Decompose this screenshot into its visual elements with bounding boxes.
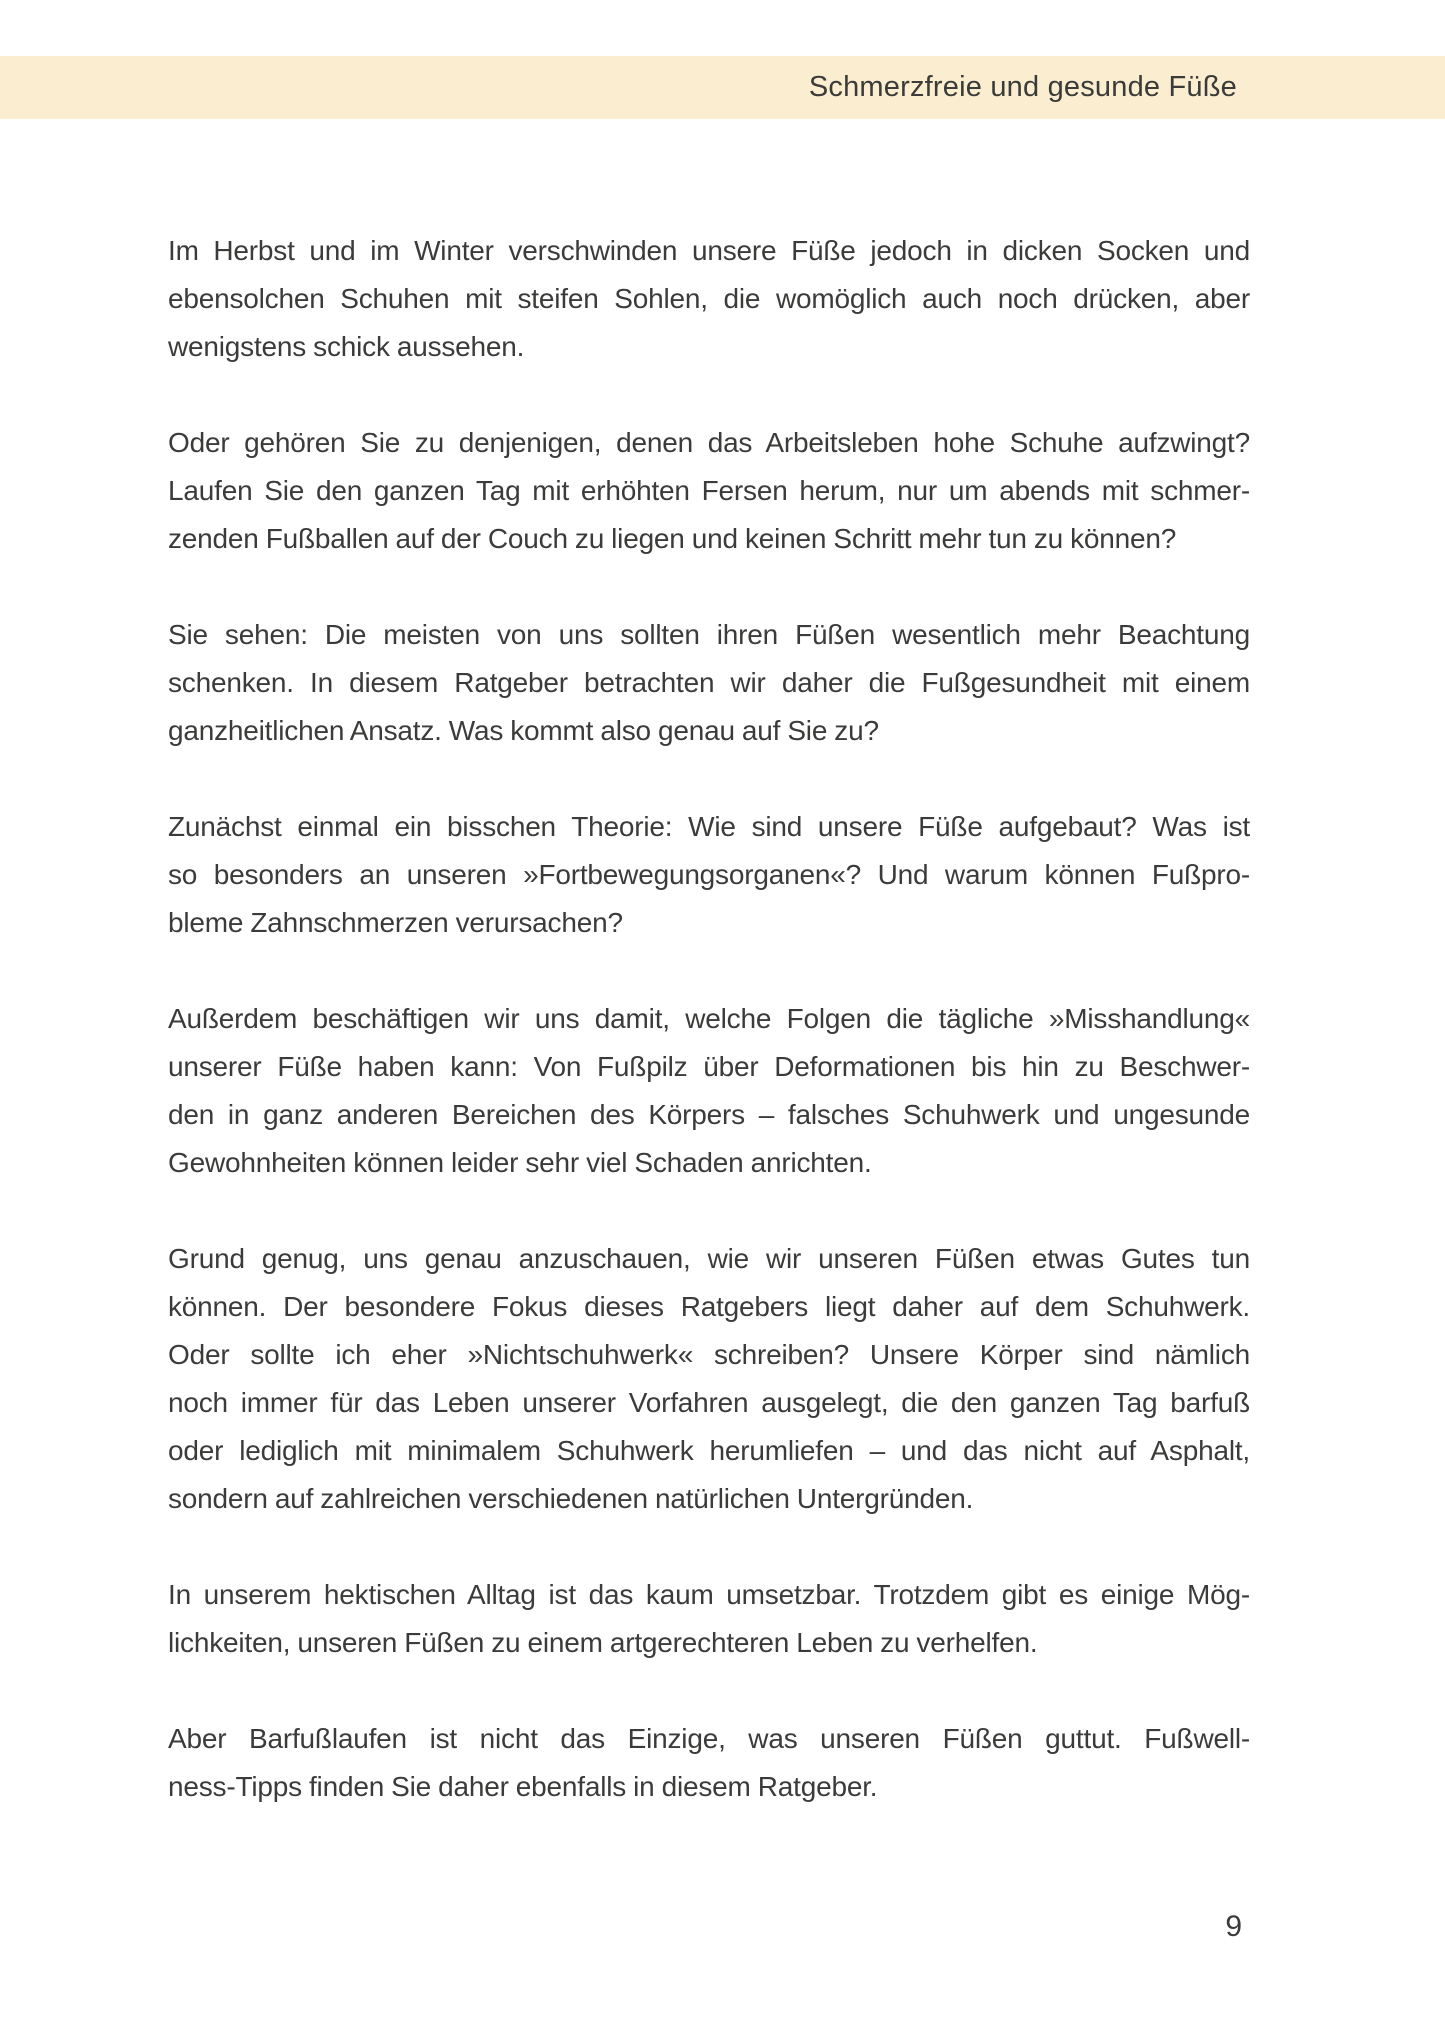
paragraph [168, 1235, 1250, 1523]
text-line: In unserem hektischen Alltag ist das kaum umsetzbar. Trotzdem gibt es einige Mög- [168, 1579, 1250, 1610]
text-line: Sie sehen: Die meisten von uns sollten ihren Füßen wesentlich mehr Beachtung [168, 619, 1250, 650]
text-line: ness-Tipps finden Sie daher ebenfalls in diesem Ratgeber. [168, 1771, 878, 1802]
text-line: den in ganz anderen Bereichen des Körpers – falsches Schuhwerk und ungesunde [168, 1099, 1250, 1130]
page-number: 9 [1225, 1910, 1242, 1943]
text-line: können. Der besondere Fokus dieses Ratgebers liegt daher auf dem Schuhwerk. [168, 1291, 1250, 1322]
text-line: Oder sollte ich eher »Nichtschuhwerk« schreiben? Unsere Körper sind nämlich [168, 1339, 1250, 1370]
text-line: sondern auf zahlreichen verschiedenen natürlichen Untergründen. [168, 1483, 974, 1514]
text-line: Grund genug, uns genau anzuschauen, wie wir unseren Füßen etwas Gutes tun [168, 1243, 1250, 1274]
text-line: bleme Zahnschmerzen verursachen? [168, 907, 623, 938]
paragraph [168, 419, 1250, 563]
text-line: Gewohnheiten können leider sehr viel Schaden anrichten. [168, 1147, 872, 1178]
paragraph [168, 611, 1250, 755]
running-header-title: Schmerzfreie und gesunde Füße [808, 71, 1237, 103]
paragraph [168, 227, 1250, 371]
text-line: ebensolchen Schuhen mit steifen Sohlen, die womöglich auch noch drücken, aber [168, 283, 1250, 314]
page-header-band [0, 56, 1445, 119]
text-line: wenigstens schick aussehen. [168, 331, 525, 362]
text-line: unserer Füße haben kann: Von Fußpilz über Deformationen bis hin zu Beschwer- [168, 1051, 1250, 1082]
text-line: schenken. In diesem Ratgeber betrachten wir daher die Fußgesundheit mit einem [168, 667, 1250, 698]
paragraph [168, 1715, 1250, 1811]
body-text [168, 227, 1250, 1859]
text-line: Im Herbst und im Winter verschwinden unsere Füße jedoch in dicken Socken und [168, 235, 1250, 266]
text-line: so besonders an unseren »Fortbewegungsorganen«? Und warum können Fußpro- [168, 859, 1250, 890]
paragraph [168, 995, 1250, 1187]
text-line: Aber Barfußlaufen ist nicht das Einzige, was unseren Füßen guttut. Fußwell- [168, 1723, 1250, 1754]
text-line: Oder gehören Sie zu denjenigen, denen das Arbeitsleben hohe Schuhe aufzwingt? [168, 427, 1250, 458]
paragraph [168, 803, 1250, 947]
text-line: Zunächst einmal ein bisschen Theorie: Wie sind unsere Füße aufgebaut? Was ist [168, 811, 1250, 842]
text-line: Außerdem beschäftigen wir uns damit, welche Folgen die tägliche »Misshandlung« [168, 1003, 1250, 1034]
text-line: ganzheitlichen Ansatz. Was kommt also genau auf Sie zu? [168, 715, 879, 746]
text-line: lichkeiten, unseren Füßen zu einem artgerechteren Leben zu verhelfen. [168, 1627, 1038, 1658]
text-line: noch immer für das Leben unserer Vorfahren ausgelegt, die den ganzen Tag barfuß [168, 1387, 1250, 1418]
text-line: oder lediglich mit minimalem Schuhwerk herumliefen – und das nicht auf Asphalt, [168, 1435, 1250, 1466]
paragraph [168, 1571, 1250, 1667]
text-line: zenden Fußballen auf der Couch zu liegen und keinen Schritt mehr tun zu können? [168, 523, 1177, 554]
text-line: Laufen Sie den ganzen Tag mit erhöhten Fersen herum, nur um abends mit schmer- [168, 475, 1250, 506]
